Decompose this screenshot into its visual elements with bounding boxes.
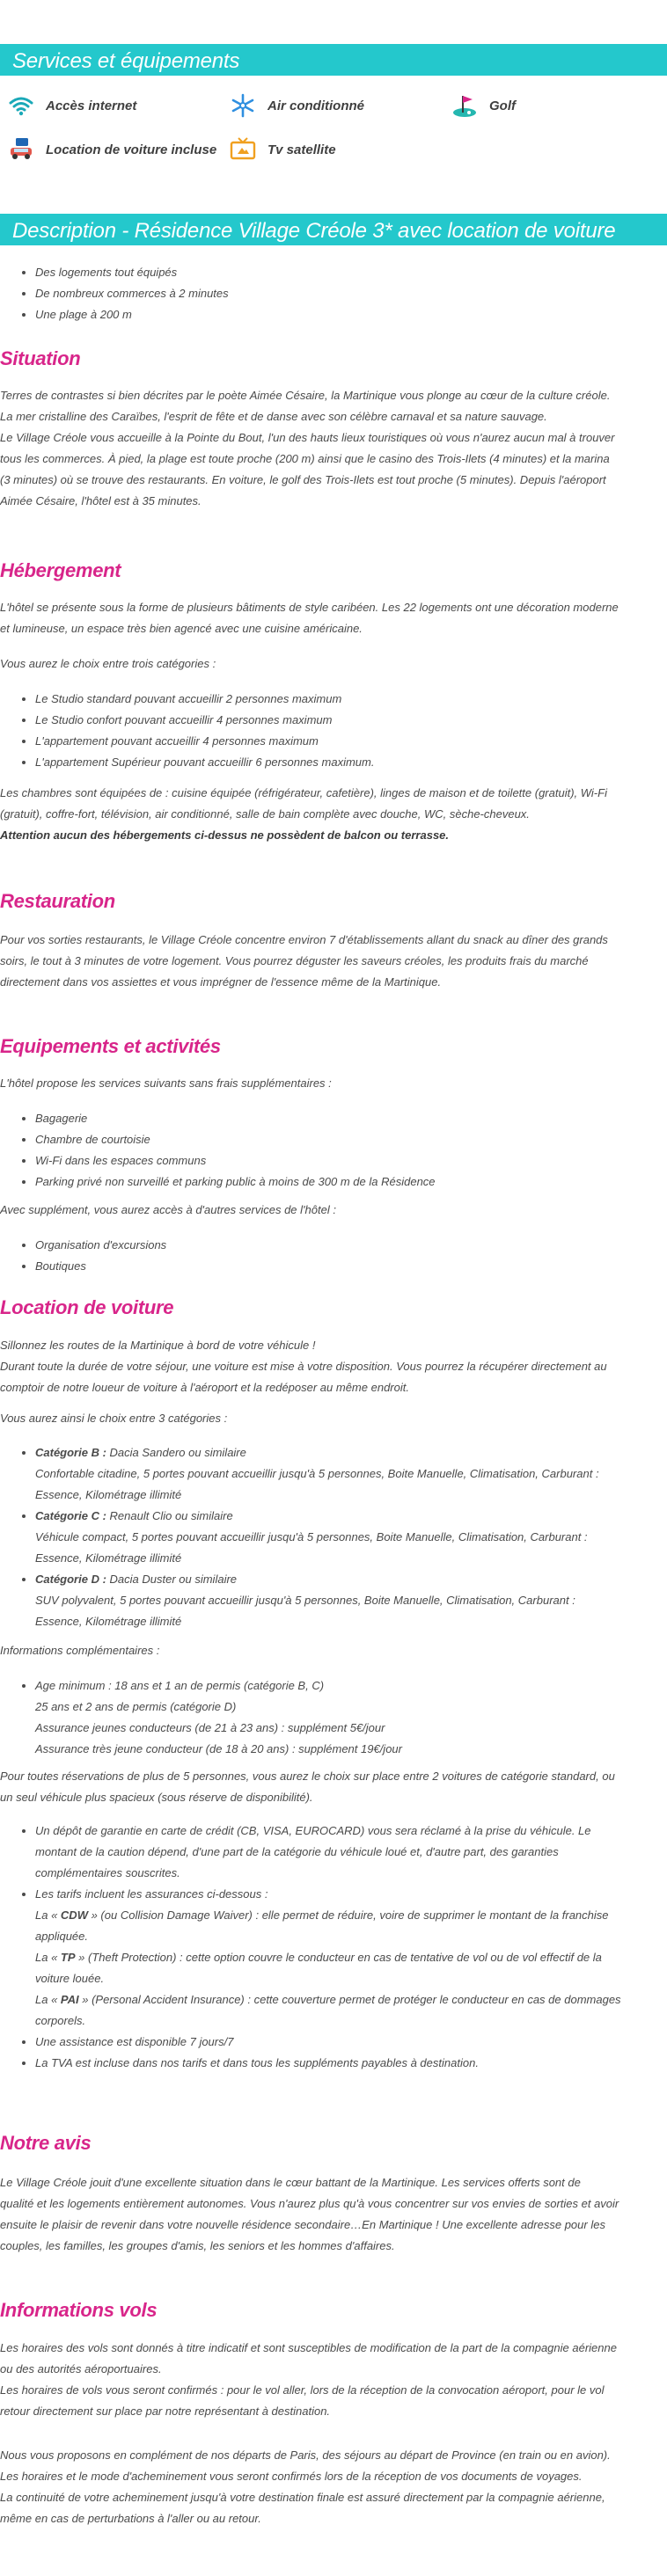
text-line: Les horaires et le mode d'acheminement vous seront confirmés lors de la réception de vos documents de voyages. bbox=[0, 2470, 583, 2483]
list-item: • L'appartement Supérieur pouvant accueillir 6 personnes maximum. bbox=[35, 752, 662, 773]
list-item bbox=[35, 1506, 662, 1569]
text-line: et lumineuse, un espace très bien agencé avec une cuisine américaine. bbox=[0, 622, 363, 635]
text-line: Assurance très jeune conducteur (de 18 à 20 ans) : supplément 19€/jour bbox=[35, 1742, 402, 1755]
text-line: 25 ans et 2 ans de permis (catégorie D) bbox=[35, 1700, 237, 1713]
list-item: • Chambre de courtoisie bbox=[35, 1129, 662, 1150]
avis-heading: Notre avis bbox=[0, 2132, 92, 2154]
text-line: retour directement sur place par notre représentant à destination. bbox=[0, 2405, 331, 2418]
text-line: appliquée. bbox=[35, 1930, 88, 1943]
warning-text: Attention aucun des hébergements ci-dessus ne possèdent de balcon ou terrasse. bbox=[0, 828, 450, 842]
avis-text bbox=[0, 2172, 662, 2257]
location-big-reservation bbox=[0, 1766, 662, 1808]
insurance-code: PAI bbox=[60, 1993, 79, 2006]
text-line: L'hôtel se présente sous la forme de plusieurs bâtiments de style caribéen. Les 22 logements ont une décoration moderne bbox=[0, 601, 619, 614]
equipements-paid-list bbox=[0, 1235, 662, 1277]
description-title: Description - Résidence Village Créole 3* avec location de voiture bbox=[12, 219, 616, 243]
location-conditions bbox=[0, 1821, 662, 2074]
list-item: • Des logements tout équipés bbox=[35, 262, 662, 283]
text-line: Les horaires de vols vous seront confirmés : pour le vol aller, lors de la réception de la convocation aéroport, pour le vol bbox=[0, 2383, 605, 2397]
list-item: • Le Studio standard pouvant accueillir 2 personnes maximum bbox=[35, 689, 662, 710]
text-line: Le Village Créole jouit d'une excellente situation dans le cœur battant de la Martinique. Les services offerts sont de bbox=[0, 2176, 581, 2189]
text-line: tous les commerces. À pied, la plage est toute proche (200 m) ainsi que le casino des Trois-Ilets (4 minutes) et la marina bbox=[0, 452, 610, 465]
text-line: (gratuit), coffre-fort, télévision, air conditionné, salle de bain complète avec douche, WC, sèche-cheveux. bbox=[0, 807, 530, 821]
location-intro bbox=[0, 1335, 662, 1398]
service-item-internet bbox=[7, 92, 136, 119]
service-item-aircon bbox=[229, 92, 364, 119]
location-categories bbox=[0, 1442, 662, 1632]
service-label-car-rental: Location de voiture incluse bbox=[46, 142, 217, 157]
text-part: » (ou Collision Damage Waiver) : elle permet de réduire, voire de supprimer le montant de la franchise bbox=[87, 1908, 609, 1922]
text-line: Age minimum : 18 ans et 1 an de permis (catégorie B, C) bbox=[35, 1679, 325, 1692]
text-line: Essence, Kilométrage illimité bbox=[35, 1615, 182, 1628]
text-line: un seul véhicule plus spacieux (sous réserve de disponibilité). bbox=[0, 1791, 313, 1804]
list-item: • Parking privé non surveillé et parking public à moins de 300 m de la Résidence bbox=[35, 1171, 662, 1193]
service-item-car-rental bbox=[7, 136, 216, 163]
services-header-bar bbox=[0, 44, 667, 76]
text-line: ensuite le plaisir de revenir dans votre nouvelle résidence secondaire…En Martinique ! Une excellente adresse pour les bbox=[0, 2218, 605, 2231]
list-item: • Boutiques bbox=[35, 1256, 662, 1277]
equipements-intro: L'hôtel propose les services suivants sans frais supplémentaires : bbox=[0, 1076, 332, 1090]
vols-heading: Informations vols bbox=[0, 2299, 158, 2321]
equipements-heading: Equipements et activités bbox=[0, 1035, 221, 1057]
text-line: Les tarifs incluent les assurances ci-dessous : bbox=[35, 1887, 268, 1901]
text-line: Pour vos sorties restaurants, le Village Créole concentre environ 7 d'établissements allant du snack au dîner des grands bbox=[0, 933, 608, 946]
list-item bbox=[35, 1569, 662, 1632]
text-line: Pour toutes réservations de plus de 5 personnes, vous aurez le choix sur place entre 2 voitures de catégorie standard, ou bbox=[0, 1770, 615, 1783]
list-item: • Organisation d'excursions bbox=[35, 1235, 662, 1256]
text-line: Un dépôt de garantie en carte de crédit (CB, VISA, EUROCARD) vous sera réclamé à la prise du véhicule. Le bbox=[35, 1824, 591, 1837]
text-part: » (Personal Accident Insurance) : cette couverture permet de protéger le conducteur en cas de dommages bbox=[78, 1993, 621, 2006]
snowflake-icon bbox=[229, 92, 257, 119]
text-line: même en cas de perturbations à l'aller ou au retour. bbox=[0, 2512, 261, 2525]
car-rental-icon bbox=[7, 136, 35, 163]
location-info-title: Informations complémentaires : bbox=[0, 1644, 160, 1657]
hebergement-choice: Vous aurez le choix entre trois catégories : bbox=[0, 657, 216, 670]
category-model: Dacia Duster ou similaire bbox=[106, 1573, 238, 1586]
service-label-golf: Golf bbox=[489, 98, 516, 113]
category-model: Renault Clio ou similaire bbox=[106, 1509, 233, 1522]
service-label-tv: Tv satellite bbox=[268, 142, 336, 157]
situation-heading: Situation bbox=[0, 347, 81, 369]
category-name: Catégorie B : bbox=[35, 1446, 106, 1459]
service-label-internet: Accès internet bbox=[46, 98, 137, 113]
text-line: Aimée Césaire, l'hôtel est à 35 minutes. bbox=[0, 494, 202, 507]
text-line: corporels. bbox=[35, 2014, 86, 2027]
text-part: La « bbox=[35, 1951, 61, 1964]
hebergement-heading: Hébergement bbox=[0, 559, 121, 581]
category-name: Catégorie C : bbox=[35, 1509, 106, 1522]
hebergement-categories bbox=[0, 689, 662, 773]
text-line: Assurance jeunes conducteurs (de 21 à 23 ans) : supplément 5€/jour bbox=[35, 1721, 385, 1734]
equipements-paid-intro: Avec supplément, vous aurez accès à d'autres services de l'hôtel : bbox=[0, 1203, 336, 1216]
list-item: • L'appartement pouvant accueillir 4 personnes maximum bbox=[35, 731, 662, 752]
golf-icon bbox=[451, 92, 479, 119]
text-line: voiture louée. bbox=[35, 1972, 105, 1985]
list-item bbox=[35, 1675, 662, 1760]
situation-text bbox=[0, 385, 662, 512]
hebergement-intro bbox=[0, 597, 662, 639]
text-line: ou des autorités aéroportuaires. bbox=[0, 2362, 162, 2375]
category-name: Catégorie D : bbox=[35, 1573, 106, 1586]
list-item bbox=[35, 1884, 662, 2032]
vols-text-2 bbox=[0, 2445, 662, 2529]
text-part: » (Theft Protection) : cette option couvre le conducteur en cas de tentative de vol ou de vol effectif de la bbox=[75, 1951, 602, 1964]
wifi-icon bbox=[7, 92, 35, 119]
description-highlights bbox=[0, 262, 662, 325]
text-line: Nous vous proposons en complément de nos départs de Paris, des séjours au départ de Province (en train ou en avion). bbox=[0, 2448, 611, 2462]
restauration-heading: Restauration bbox=[0, 890, 115, 912]
text-line: qualité et les logements entièrement autonomes. Vous n'aurez plus qu'à vous concentrer sur vos envies de sorties et avoir bbox=[0, 2197, 619, 2210]
text-line: montant de la caution dépend, d'une part de la catégorie du véhicule loué et, d'autre part, des garanties bbox=[35, 1845, 559, 1858]
text-line: couples, les familles, les groupes d'amis, les seniors et les hommes d'affaires. bbox=[0, 2239, 395, 2252]
location-choice: Vous aurez ainsi le choix entre 3 catégories : bbox=[0, 1412, 228, 1425]
location-info-list bbox=[0, 1675, 662, 1760]
insurance-code: TP bbox=[60, 1951, 76, 1964]
tv-icon bbox=[229, 136, 257, 163]
list-item bbox=[35, 1442, 662, 1506]
text-line: Véhicule compact, 5 portes pouvant accueillir jusqu'à 5 personnes, Boite Manuelle, Climatisation, Carburant : bbox=[35, 1530, 588, 1543]
services-title: Services et équipements bbox=[12, 49, 240, 73]
text-part: La « bbox=[35, 1908, 61, 1922]
text-line: Terres de contrastes si bien décrites par le poète Aimée Césaire, la Martinique vous plonge au cœur de la culture créole. bbox=[0, 389, 611, 402]
text-line: Les horaires des vols sont donnés à titre indicatif et sont susceptibles de modification de la part de la compagnie aérienne bbox=[0, 2341, 617, 2354]
list-item: • Une assistance est disponible 7 jours/7 bbox=[35, 2032, 662, 2053]
list-item: • De nombreux commerces à 2 minutes bbox=[35, 283, 662, 304]
text-line: directement dans vos assiettes et vous imprégner de l'essence même de la Martinique. bbox=[0, 975, 442, 989]
list-item: • Wi-Fi dans les espaces communs bbox=[35, 1150, 662, 1171]
text-line: Le Village Créole vous accueille à la Pointe du Bout, l'un des hauts lieux touristiques où vous n'aurez aucun mal à trouver bbox=[0, 431, 615, 444]
text-line: Confortable citadine, 5 portes pouvant accueillir jusqu'à 5 personnes, Boite Manuelle, Climatisation, Carburant : bbox=[35, 1467, 599, 1480]
location-heading: Location de voiture bbox=[0, 1296, 174, 1318]
service-label-aircon: Air conditionné bbox=[268, 98, 364, 113]
description-header-bar bbox=[0, 214, 667, 245]
text-line: Sillonnez les routes de la Martinique à bord de votre véhicule ! bbox=[0, 1339, 316, 1352]
restauration-text bbox=[0, 930, 662, 993]
text-line: La continuité de votre acheminement jusqu'à votre destination finale est assuré directement par la compagnie aérienne, bbox=[0, 2491, 605, 2504]
text-line: La mer cristalline des Caraïbes, l'esprit de fête et de danse avec son célèbre carnaval et sa nature sauvage. bbox=[0, 410, 547, 423]
hebergement-equipment bbox=[0, 783, 662, 846]
text-line: Essence, Kilométrage illimité bbox=[35, 1551, 182, 1565]
text-line: Essence, Kilométrage illimité bbox=[35, 1488, 182, 1501]
list-item: • Bagagerie bbox=[35, 1108, 662, 1129]
text-line: soirs, le tout à 3 minutes de votre logement. Vous pourrez déguster les saveurs créoles, les produits frais du marché bbox=[0, 954, 589, 967]
equipements-free-list bbox=[0, 1108, 662, 1193]
text-line: SUV polyvalent, 5 portes pouvant accueillir jusqu'à 5 personnes, Boite Manuelle, Climatisation, Carburant : bbox=[35, 1594, 575, 1607]
text-line: complémentaires souscrites. bbox=[35, 1866, 180, 1879]
text-part: La « bbox=[35, 1993, 61, 2006]
text-line: Les chambres sont équipées de : cuisine équipée (réfrigérateur, cafetière), linges de maison et de toilette (gratuit), Wi-Fi bbox=[0, 786, 607, 799]
service-item-tv bbox=[229, 136, 336, 163]
list-item: • La TVA est incluse dans nos tarifs et dans tous les suppléments payables à destination. bbox=[35, 2053, 662, 2074]
text-line: comptoir de notre loueur de voiture à l'aéroport et la redéposer au même endroit. bbox=[0, 1381, 409, 1394]
vols-text-1 bbox=[0, 2338, 662, 2422]
service-item-golf bbox=[451, 92, 516, 119]
list-item: • Une plage à 200 m bbox=[35, 304, 662, 325]
list-item bbox=[35, 1821, 662, 1884]
category-model: Dacia Sandero ou similaire bbox=[106, 1446, 246, 1459]
list-item: • Le Studio confort pouvant accueillir 4 personnes maximum bbox=[35, 710, 662, 731]
text-line: (3 minutes) où se trouve des restaurants. En voiture, le golf des Trois-Ilets est tout proche (5 minutes). Depuis l'aéroport bbox=[0, 473, 606, 486]
insurance-code: CDW bbox=[60, 1908, 88, 1922]
text-line: Durant toute la durée de votre séjour, une voiture est mise à votre disposition. Vous pourrez la récupérer directement au bbox=[0, 1360, 607, 1373]
